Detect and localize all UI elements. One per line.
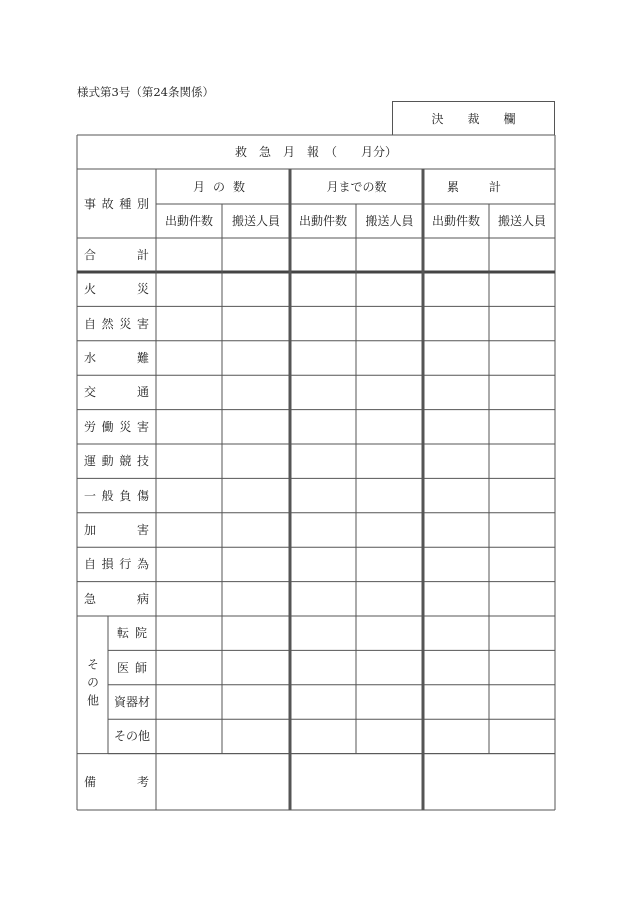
category-label-char: 負 bbox=[119, 488, 132, 503]
category-label-char: 自 bbox=[84, 557, 97, 572]
other-item-label-char: 医 bbox=[117, 660, 130, 675]
category-label-char: 害 bbox=[136, 316, 149, 331]
category-label-char: 般 bbox=[101, 488, 114, 503]
total-label bbox=[77, 238, 156, 272]
accident-type-header-char: 種 bbox=[119, 196, 132, 211]
category-label-char: 交 bbox=[84, 385, 97, 400]
category-label-char: 損 bbox=[101, 557, 114, 572]
sub-header-dispatch-count: 出動件数 bbox=[431, 214, 480, 228]
category-label bbox=[77, 444, 156, 478]
category-label bbox=[77, 513, 156, 547]
accident-type-header-char: 事 bbox=[84, 196, 97, 211]
category-label-char: 害 bbox=[136, 522, 149, 537]
other-item-label-char: 転 bbox=[117, 626, 130, 641]
remarks-label bbox=[77, 754, 156, 810]
sub-header-dispatch-count: 出動件数 bbox=[298, 214, 347, 228]
category-label-char: 動 bbox=[101, 454, 114, 469]
other-label: その他 bbox=[85, 657, 100, 712]
remarks-label-char: 備 bbox=[84, 774, 97, 789]
header-to-month: 月までの数 bbox=[326, 179, 387, 194]
category-label-char: 運 bbox=[84, 454, 97, 469]
form-number-label: 様式第3号（第24条関係） bbox=[77, 85, 214, 99]
other-item-label: 資器材 bbox=[113, 694, 150, 709]
category-label bbox=[77, 582, 156, 616]
other-item-label-char: 院 bbox=[134, 626, 147, 641]
category-label bbox=[77, 272, 156, 306]
category-label-char: 病 bbox=[136, 591, 149, 606]
accident-type-header-char: 別 bbox=[136, 196, 149, 211]
category-label-char: 労 bbox=[84, 419, 97, 434]
category-label-char: 競 bbox=[119, 454, 132, 469]
header-monthly: 月の数 bbox=[192, 179, 253, 194]
report-title: 救 急 月 報 （ 月分） bbox=[234, 145, 397, 159]
category-label bbox=[77, 341, 156, 375]
category-label-char: 自 bbox=[84, 316, 97, 331]
category-label-char: 災 bbox=[136, 282, 149, 297]
accident-type-header bbox=[77, 169, 156, 238]
other-item-label bbox=[110, 650, 154, 684]
category-label-char: 災 bbox=[119, 316, 132, 331]
header-cumulative: 累計 bbox=[446, 179, 531, 194]
category-label-char: 為 bbox=[136, 557, 149, 572]
category-label-char: 然 bbox=[101, 316, 114, 331]
sub-header-transport-count: 搬送人員 bbox=[365, 214, 414, 228]
other-item-label-char: 師 bbox=[134, 660, 147, 675]
approval-label: 決 裁 欄 bbox=[431, 112, 516, 126]
accident-type-header-char: 故 bbox=[101, 196, 114, 211]
category-label bbox=[77, 547, 156, 581]
category-label-char: 水 bbox=[84, 350, 97, 365]
category-label-char: 難 bbox=[136, 350, 149, 365]
total-label-char: 計 bbox=[136, 248, 149, 262]
category-label-char: 火 bbox=[84, 282, 97, 297]
sub-header-transport-count: 搬送人員 bbox=[231, 214, 280, 228]
other-item-label: その他 bbox=[113, 729, 150, 744]
category-label-char: 一 bbox=[84, 488, 97, 503]
category-label-char: 傷 bbox=[136, 488, 149, 503]
category-label-char: 技 bbox=[136, 454, 149, 469]
category-label-char: 加 bbox=[84, 522, 97, 537]
category-label-char: 災 bbox=[119, 419, 132, 434]
category-label-char: 通 bbox=[136, 385, 149, 400]
sub-header-dispatch-count: 出動件数 bbox=[164, 214, 213, 228]
category-label-char: 害 bbox=[136, 419, 149, 434]
category-label-char: 働 bbox=[101, 419, 114, 434]
total-label-char: 合 bbox=[84, 248, 97, 262]
category-label-char: 行 bbox=[119, 557, 132, 572]
category-label bbox=[77, 478, 156, 512]
sub-header-transport-count: 搬送人員 bbox=[497, 214, 546, 228]
remarks-label-char: 考 bbox=[136, 774, 149, 789]
other-item-label bbox=[110, 616, 154, 650]
category-label bbox=[77, 410, 156, 444]
category-label bbox=[77, 375, 156, 409]
category-label-char: 急 bbox=[84, 591, 97, 606]
category-label bbox=[77, 306, 156, 340]
